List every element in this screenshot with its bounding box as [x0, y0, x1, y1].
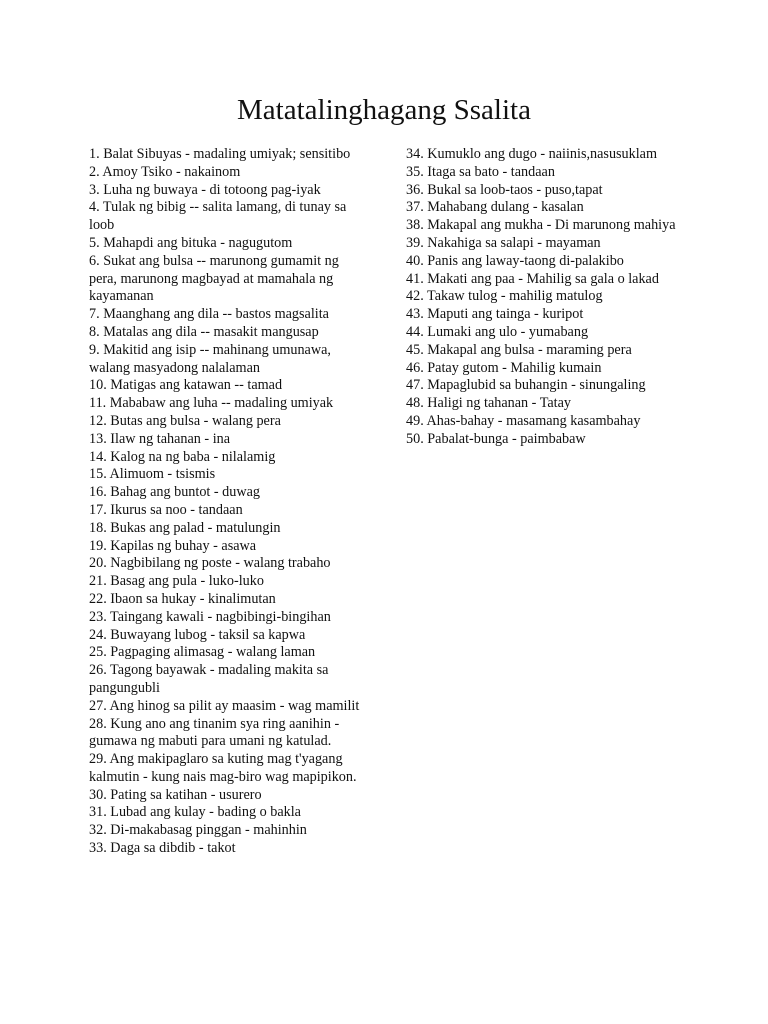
list-item: 29. Ang makipaglaro sa kuting mag t'yagang kalmutin - kung nais mag-biro wag mapipikon. — [89, 751, 357, 785]
list-item: 6. Sukat ang bulsa -- marunong gumamit ng pera, marunong magbayad at mamahala ng kayamanan — [89, 252, 339, 305]
list-item: 19. Kapilas ng buhay - asawa — [89, 537, 257, 554]
list-item: 45. Makapal ang bulsa - maraming pera — [406, 341, 632, 358]
list-item: 37. Mahabang dulang - kasalan — [406, 199, 584, 216]
list-item: 36. Bukal sa loob-taos - puso,tapat — [406, 181, 603, 198]
list-item: 8. Matalas ang dila -- masakit mangusap — [89, 323, 319, 340]
list-item: 17. Ikurus sa noo - tandaan — [89, 501, 243, 518]
list-item: 34. Kumuklo ang dugo - naiinis,nasusuklam — [406, 146, 658, 162]
page-title: Matatalinghagang Ssalita — [237, 94, 531, 126]
list-item: 4. Tulak ng bibig -- salita lamang, di tunay sa loob — [89, 199, 347, 234]
list-item: 31. Lubad ang kulay - bading o bakla — [89, 804, 301, 821]
list-item: 21. Basag ang pula - luko-luko — [89, 573, 264, 590]
list-item: 15. Alimuom - tsismis — [89, 466, 216, 483]
list-item: 9. Makitid ang isip -- mahinang umunawa, walang masyadong nalalaman — [89, 341, 331, 376]
list-item: 41. Makati ang paa - Mahilig sa gala o lakad — [406, 270, 659, 287]
list-item: 13. Ilaw ng tahanan - ina — [89, 430, 231, 447]
list-item: 43. Maputi ang tainga - kuripot — [406, 306, 584, 323]
list-item: 33. Daga sa dibdib - takot — [89, 840, 236, 857]
list-item: 24. Buwayang lubog - taksil sa kapwa — [89, 626, 306, 643]
list-item: 44. Lumaki ang ulo - yumabang — [406, 323, 589, 340]
list-item: 22. Ibaon sa hukay - kinalimutan — [89, 590, 276, 607]
list-item: 12. Butas ang bulsa - walang pera — [89, 412, 281, 429]
list-item: 14. Kalog na ng baba - nilalamig — [89, 448, 276, 465]
list-item: 35. Itaga sa bato - tandaan — [406, 163, 555, 180]
list-item: 16. Bahag ang buntot - duwag — [89, 484, 261, 501]
list-item: 42. Takaw tulog - mahilig matulog — [406, 288, 603, 305]
list-item: 27. Ang hinog sa pilit ay maasim - wag mamilit — [89, 697, 360, 714]
left-column-list — [89, 146, 365, 858]
list-item: 1. Balat Sibuyas - madaling umiyak; sensitibo — [89, 146, 351, 162]
list-item: 7. Maanghang ang dila -- bastos magsalita — [89, 306, 329, 323]
list-item: 11. Mababaw ang luha -- madaling umiyak — [89, 395, 334, 412]
list-item: 25. Pagpaging alimasag - walang laman — [89, 644, 316, 661]
list-item: 28. Kung ano ang tinanim sya ring aanihin - gumawa ng mabuti para umani ng katulad. — [89, 715, 340, 750]
list-item: 10. Matigas ang katawan -- tamad — [89, 377, 283, 394]
list-item: 2. Amoy Tsiko - nakainom — [89, 163, 241, 180]
list-item: 5. Mahapdi ang bituka - nagugutom — [89, 234, 293, 251]
list-item: 38. Makapal ang mukha - Di marunong mahiya — [406, 217, 676, 234]
list-item: 40. Panis ang laway-taong di-palakibo — [406, 252, 624, 269]
list-item: 32. Di-makabasag pinggan - mahinhin — [89, 822, 307, 839]
list-item: 23. Taingang kawali - nagbibingi-bingihan — [89, 608, 331, 625]
right-column-list — [406, 146, 682, 449]
list-item: 46. Patay gutom - Mahilig kumain — [406, 359, 602, 376]
list-item: 30. Pating sa katihan - usurero — [89, 786, 262, 803]
list-item: 50. Pabalat-bunga - paimbabaw — [406, 430, 586, 447]
list-item: 39. Nakahiga sa salapi - mayaman — [406, 234, 601, 251]
list-item: 18. Bukas ang palad - matulungin — [89, 519, 281, 536]
list-item: 49. Ahas-bahay - masamang kasambahay — [406, 412, 641, 429]
list-item: 48. Haligi ng tahanan - Tatay — [406, 395, 572, 412]
list-item: 3. Luha ng buwaya - di totoong pag-iyak — [89, 181, 321, 198]
list-item: 20. Nagbibilang ng poste - walang trabaho — [89, 555, 331, 572]
list-item: 26. Tagong bayawak - madaling makita sa pangungubli — [89, 662, 329, 696]
list-item: 47. Mapaglubid sa buhangin - sinungaling — [406, 377, 646, 394]
